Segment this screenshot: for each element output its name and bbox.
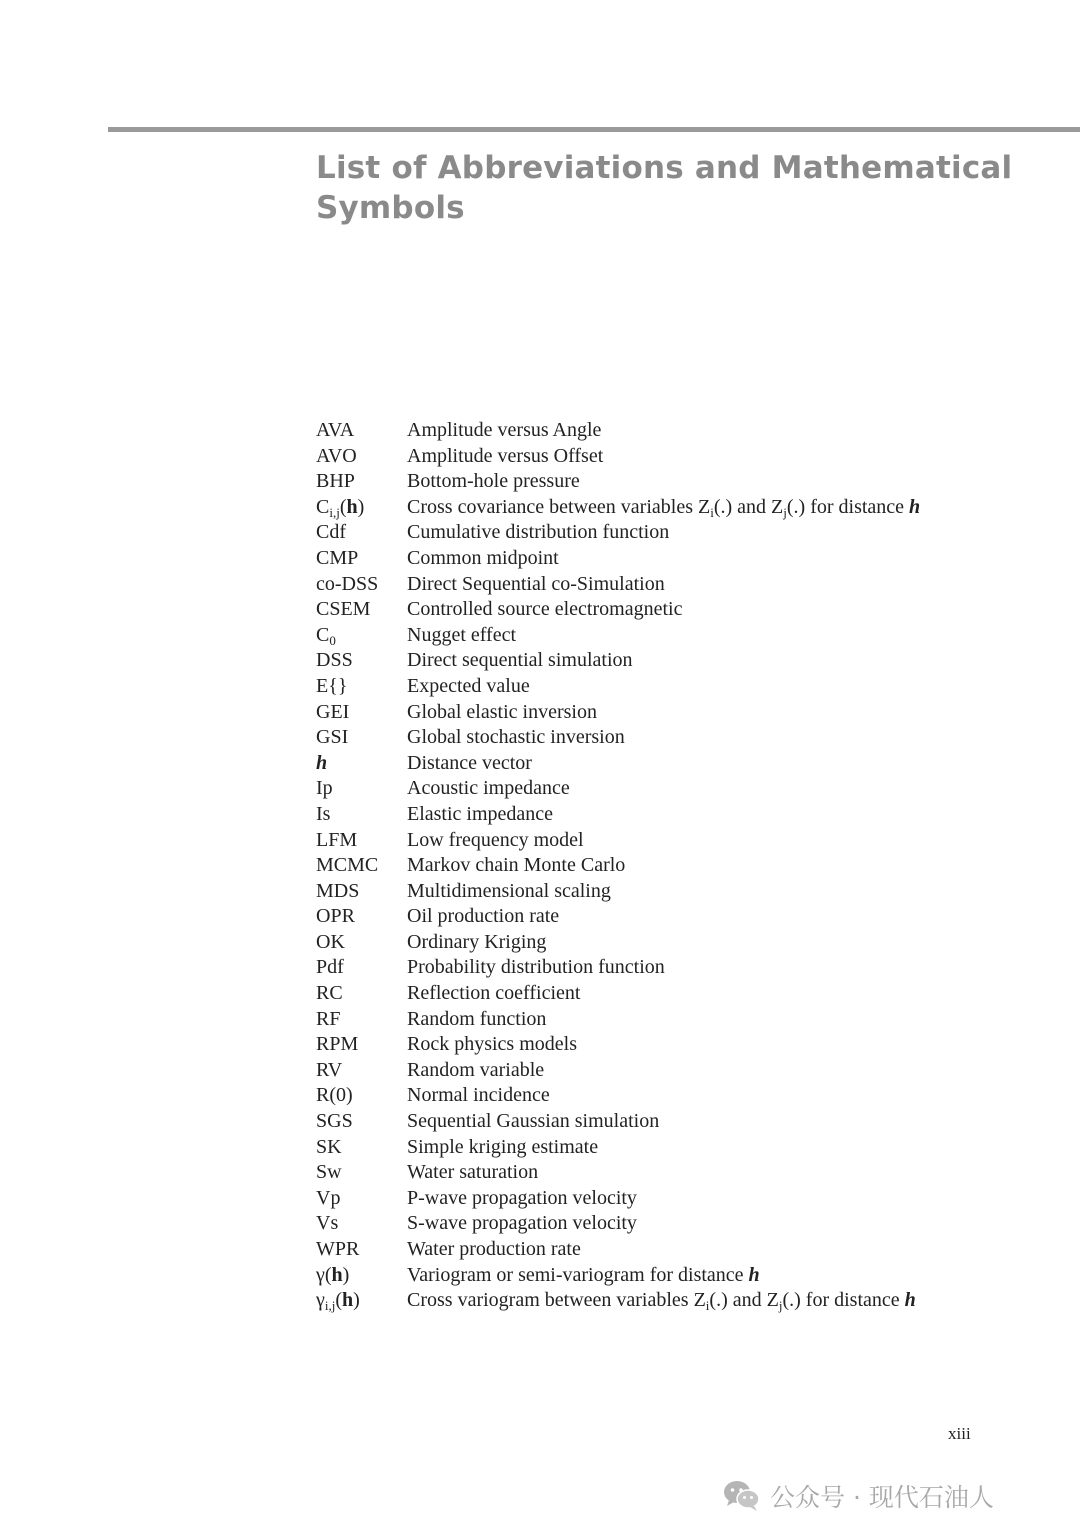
abbreviation: co-DSS	[316, 572, 379, 595]
list-item	[316, 444, 1046, 470]
definition: Direct sequential simulation	[407, 649, 633, 672]
list-item	[316, 469, 1046, 495]
abbreviation: Is	[316, 802, 331, 825]
text-part: Cross covariance between variables Z	[407, 495, 711, 518]
definition: Low frequency model	[407, 828, 584, 851]
list-item	[316, 776, 1046, 802]
text-part: h	[748, 1263, 760, 1286]
definition: Probability distribution function	[407, 956, 665, 979]
definition: Controlled source electromagnetic	[407, 598, 683, 621]
abbreviation: MCMC	[316, 854, 379, 877]
definition: Markov chain Monte Carlo	[407, 854, 626, 877]
list-item	[316, 981, 1046, 1007]
list-item	[316, 1083, 1046, 1109]
text-part: i	[705, 1298, 710, 1314]
text-part: )	[357, 495, 365, 518]
abbreviation	[316, 623, 407, 649]
list-item	[316, 623, 1046, 649]
list-item	[316, 930, 1046, 956]
definition: Elastic impedance	[407, 802, 554, 825]
text-part: i	[710, 504, 714, 520]
text-part: γ(	[316, 1263, 332, 1286]
abbreviation: RPM	[316, 1033, 359, 1056]
abbreviation: R(0)	[316, 1084, 353, 1107]
definition: Expected value	[407, 674, 530, 697]
abbreviation: SK	[316, 1135, 342, 1158]
text-part: (	[339, 495, 347, 518]
definition: Multidimensional scaling	[407, 879, 611, 902]
list-item	[316, 904, 1046, 930]
text-part: j	[778, 1298, 783, 1314]
text-part: h	[346, 495, 358, 518]
list-item	[316, 853, 1046, 879]
list-item	[316, 1135, 1046, 1161]
definition: Amplitude versus Offset	[407, 444, 604, 467]
list-item	[316, 1211, 1046, 1237]
text-part: (.) and Z	[709, 1289, 779, 1312]
list-item	[316, 520, 1046, 546]
definition: Oil production rate	[407, 905, 560, 928]
abbreviation: AVA	[316, 419, 355, 441]
abbreviation: AVO	[316, 444, 357, 467]
abbreviation: LFM	[316, 828, 358, 851]
list-item	[316, 418, 1046, 444]
definition: Global stochastic inversion	[407, 726, 625, 749]
definition: Acoustic impedance	[407, 777, 570, 800]
list-item	[316, 725, 1046, 751]
list-item	[316, 955, 1046, 981]
text-part: Variogram or semi-variogram for distance	[407, 1263, 749, 1286]
definition	[407, 1263, 1046, 1289]
definition	[407, 495, 1046, 521]
abbreviation: OPR	[316, 905, 355, 928]
header-rule	[108, 127, 1080, 132]
definition: Cumulative distribution function	[407, 521, 670, 544]
abbreviation: CMP	[316, 546, 359, 569]
text-part: (	[335, 1289, 342, 1312]
text-part: h	[316, 751, 328, 774]
definition: Amplitude versus Angle	[407, 419, 602, 441]
abbreviation: RF	[316, 1007, 341, 1030]
text-part: h	[342, 1289, 354, 1312]
definition: Random function	[407, 1007, 547, 1030]
list-item	[316, 546, 1046, 572]
list-item	[316, 751, 1046, 777]
list-item	[316, 879, 1046, 905]
abbreviation-list	[316, 418, 1046, 1314]
list-item	[316, 648, 1046, 674]
definition: Common midpoint	[407, 546, 559, 569]
abbreviation: CSEM	[316, 598, 371, 621]
list-item	[316, 597, 1046, 623]
text-part: C	[316, 623, 330, 646]
title-line-2: Symbols	[316, 190, 465, 226]
definition: Simple kriging estimate	[407, 1135, 599, 1158]
abbreviation: Pdf	[316, 956, 344, 979]
text-part: (.) for distance	[786, 495, 910, 518]
definition: Reflection coefficient	[407, 982, 581, 1005]
text-part: γ	[316, 1289, 325, 1312]
text-part: h	[904, 1289, 916, 1312]
title-line-1: List of Abbreviations and Mathematical	[316, 150, 1013, 186]
definition: Normal incidence	[407, 1084, 550, 1107]
definition: Random variable	[407, 1058, 545, 1081]
abbreviation: WPR	[316, 1238, 360, 1260]
definition	[407, 1288, 1046, 1314]
list-item	[316, 1032, 1046, 1058]
definition: Sequential Gaussian simulation	[407, 1110, 660, 1133]
definition: Distance vector	[407, 751, 532, 774]
abbreviation: RV	[316, 1058, 343, 1081]
definition: P-wave propagation velocity	[407, 1186, 637, 1209]
list-item	[316, 1160, 1046, 1186]
list-item	[316, 802, 1046, 828]
abbreviation: OK	[316, 930, 345, 953]
page-title	[316, 148, 1036, 228]
abbreviation	[316, 1288, 407, 1314]
text-part: h	[909, 495, 921, 518]
text-part: (.) and Z	[713, 495, 784, 518]
text-part: i,j	[329, 504, 340, 520]
text-part: C	[316, 495, 330, 518]
definition: Global elastic inversion	[407, 700, 597, 723]
definition: Water production rate	[407, 1238, 581, 1260]
list-item	[316, 1058, 1046, 1084]
text-part: j	[783, 504, 787, 520]
list-item	[316, 1263, 1046, 1289]
wechat-icon	[722, 1479, 762, 1513]
abbreviation: SGS	[316, 1110, 353, 1133]
text-part: 0	[329, 632, 336, 648]
list-item	[316, 1186, 1046, 1212]
list-item	[316, 495, 1046, 521]
list-item	[316, 700, 1046, 726]
abbreviation: Vp	[316, 1186, 341, 1209]
text-part: )	[353, 1289, 360, 1312]
list-item	[316, 1007, 1046, 1033]
text-part: h	[331, 1263, 343, 1286]
list-item	[316, 828, 1046, 854]
text-part: )	[342, 1263, 350, 1286]
abbreviation: MDS	[316, 879, 360, 902]
abbreviation	[316, 751, 407, 777]
text-part: i,j	[324, 1298, 336, 1314]
list-item	[316, 1109, 1046, 1135]
abbreviation	[316, 1263, 407, 1289]
abbreviation: Vs	[316, 1212, 339, 1235]
abbreviation: RC	[316, 982, 343, 1005]
text-part: Cross variogram between variables Z	[407, 1289, 706, 1312]
abbreviation: DSS	[316, 649, 353, 672]
list-item	[316, 674, 1046, 700]
definition: Ordinary Kriging	[407, 930, 547, 953]
abbreviation: GSI	[316, 726, 349, 749]
definition: Bottom-hole pressure	[407, 470, 580, 493]
definition: Nugget effect	[407, 623, 517, 646]
watermark	[722, 1476, 994, 1516]
abbreviation: Cdf	[316, 521, 346, 544]
abbreviation: Sw	[316, 1161, 342, 1184]
abbreviation: Ip	[316, 777, 333, 800]
abbreviation: E{}	[316, 674, 348, 697]
abbreviation: GEI	[316, 700, 350, 723]
definition: Rock physics models	[407, 1033, 577, 1056]
text-part: (.) for distance	[782, 1289, 905, 1312]
definition: Direct Sequential co-Simulation	[407, 572, 665, 595]
definition: Water saturation	[407, 1161, 539, 1184]
list-item	[316, 1237, 1046, 1263]
watermark-text: 公众号 · 现代石油人	[770, 1483, 994, 1512]
list-item	[316, 1288, 1046, 1314]
definition: S-wave propagation velocity	[407, 1212, 637, 1235]
list-item	[316, 572, 1046, 598]
page-number: xiii	[948, 1424, 971, 1443]
abbreviation	[316, 495, 407, 521]
abbreviation: BHP	[316, 470, 355, 493]
